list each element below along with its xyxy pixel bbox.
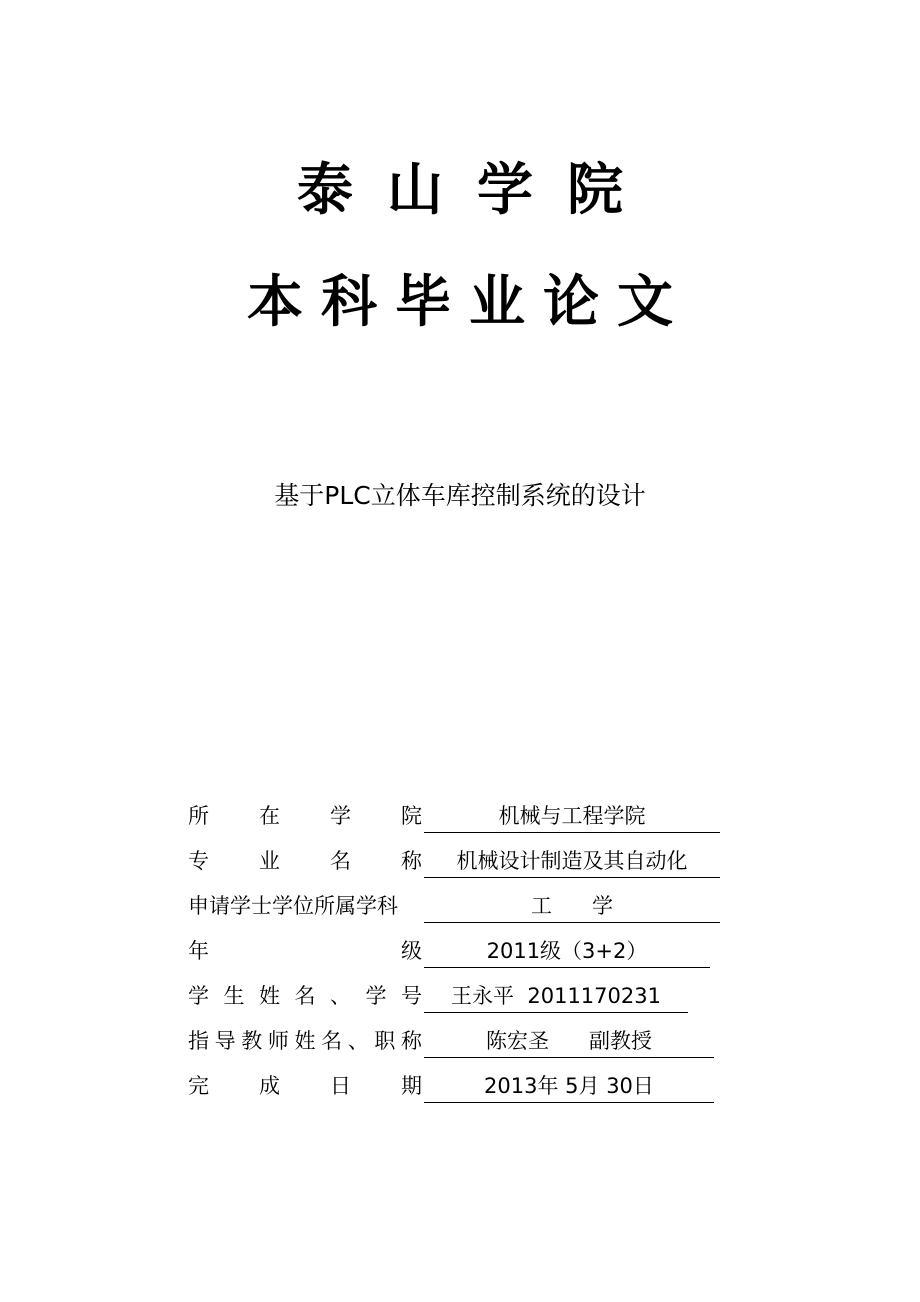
info-row-grade xyxy=(188,933,728,978)
label-char: 职 xyxy=(374,1029,396,1053)
label-char: 、 xyxy=(347,1029,369,1053)
info-row-date xyxy=(188,1068,728,1113)
label-char: 姓 xyxy=(259,984,280,1008)
cover-info-table xyxy=(188,798,728,1113)
label-char: 教 xyxy=(241,1029,263,1053)
info-row-discipline xyxy=(188,888,728,933)
info-value-discipline: 工 学 xyxy=(424,888,720,923)
info-label-student xyxy=(188,978,422,1014)
info-label-grade xyxy=(188,933,422,969)
info-label-major xyxy=(188,843,422,879)
label-char: 完 xyxy=(188,1074,209,1098)
label-char: 期 xyxy=(401,1074,422,1098)
label-char: 生 xyxy=(223,984,245,1008)
info-value-major: 机械设计制造及其自动化 xyxy=(424,843,720,878)
label-char: 号 xyxy=(401,984,422,1008)
info-label-advisor xyxy=(188,1023,422,1059)
info-label-college xyxy=(188,798,422,834)
label-char: 级 xyxy=(401,939,422,963)
label-char: 师 xyxy=(267,1029,289,1053)
label-char: 姓 xyxy=(294,1029,316,1053)
label-char: 导 xyxy=(214,1029,236,1053)
label-char: 指 xyxy=(188,1029,209,1053)
label-char: 院 xyxy=(401,804,422,828)
label-char: 专 xyxy=(188,849,209,873)
label-text: 申请学士学位所属学科 xyxy=(188,894,398,918)
label-char: 业 xyxy=(259,849,280,873)
info-label-discipline xyxy=(188,888,422,924)
label-char: 所 xyxy=(188,804,209,828)
label-char: 、 xyxy=(330,984,351,1008)
label-char: 学 xyxy=(330,804,351,828)
info-value-student: 王永平 2011170231 xyxy=(424,978,688,1013)
thesis-type-heading: 本科毕业论文 xyxy=(247,269,691,335)
info-row-major xyxy=(188,843,728,888)
label-char: 称 xyxy=(401,849,422,873)
label-char: 称 xyxy=(401,1029,422,1053)
info-value-college: 机械与工程学院 xyxy=(424,798,720,833)
label-char: 日 xyxy=(330,1074,351,1098)
school-name: 泰山学院 xyxy=(297,157,657,223)
info-value-advisor: 陈宏圣 副教授 xyxy=(424,1023,714,1058)
label-char: 成 xyxy=(259,1074,280,1098)
info-row-advisor xyxy=(188,1023,728,1068)
label-char: 学 xyxy=(188,984,209,1008)
info-value-grade: 2011级（3+2） xyxy=(424,933,710,968)
thesis-topic-title: 基于PLC立体车库控制系统的设计 xyxy=(274,481,646,510)
label-char: 名 xyxy=(330,849,351,873)
info-row-college xyxy=(188,798,728,843)
info-value-date: 2013年 5月 30日 xyxy=(424,1068,714,1103)
label-char: 名 xyxy=(294,984,316,1008)
label-char: 年 xyxy=(188,939,209,963)
label-char: 学 xyxy=(365,984,387,1008)
label-char: 名 xyxy=(321,1029,343,1053)
label-char: 在 xyxy=(259,804,280,828)
info-label-date xyxy=(188,1068,422,1104)
info-row-student xyxy=(188,978,728,1023)
